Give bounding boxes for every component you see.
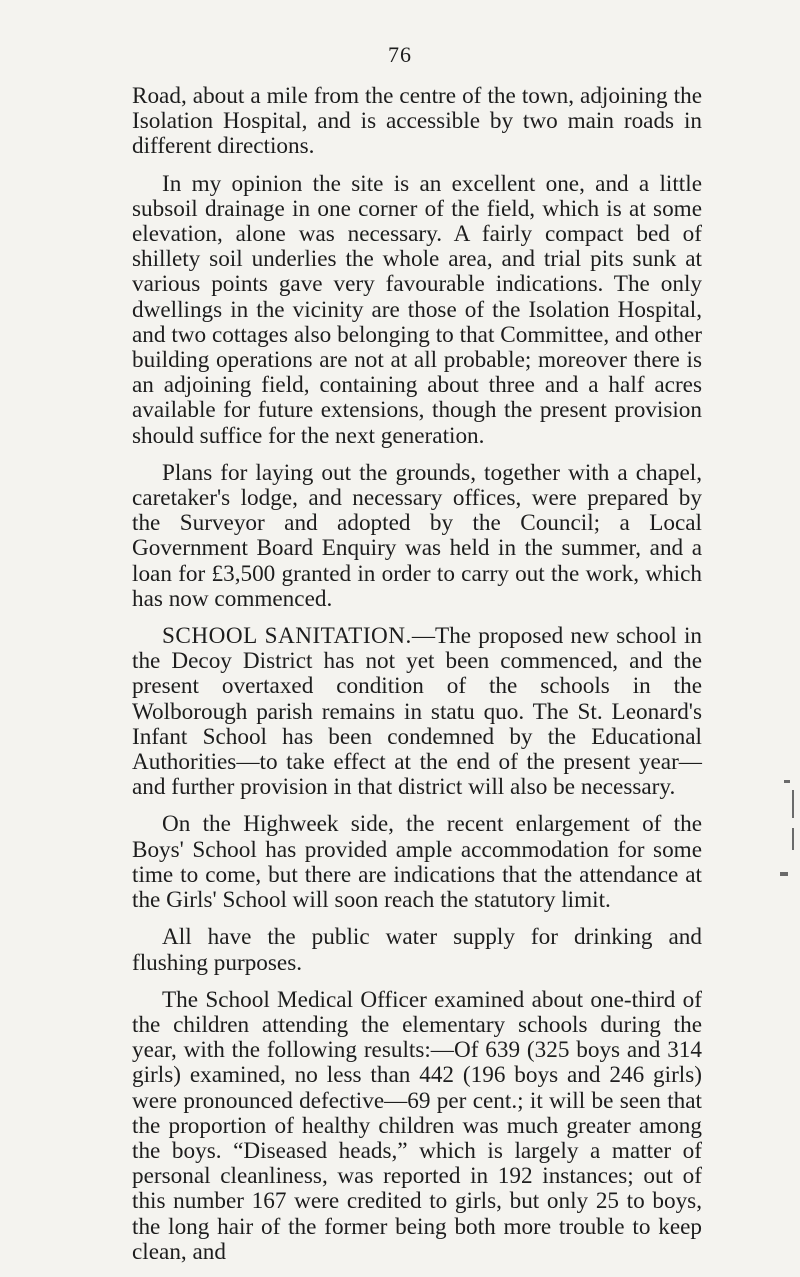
body-text: [132, 84, 702, 1277]
paragraph-cemetery-location: Road, about a mile from the centre of the town, adjoining the Isolation Hospital, and is accessible by two main roads in different directions.: [132, 83, 702, 160]
page-edge-marks: [776, 780, 800, 910]
paragraph-medical-officer: The School Medical Officer examined about one-third of the children attending the elementary schools during the year, with the following results:—Of 639 (325 boys and 314 girls) examined, no less than 442 (196 boys and 246 girls) were pronounced defective—69 per cent.; it will be seen that the proportion of healthy children was much greater among the boys. “Diseased heads,” which is largely a matter of personal cleanliness, was reported in 192 instances; out of this number 167 were credited to girls, but only 25 to boys, the long hair of the former being both more trouble to keep clean, and: [132, 986, 702, 1265]
paragraph-site-opinion: In my opinion the site is an excellent one, and a little subsoil drainage in one corner of the field, which is at some elevation, alone was necessary. A fairly compact bed of shillety soil underlies the whole area, and trial pits sunk at various points gave very favourable indications. The only dwellings in the vicinity are those of the Isolation Hospital, and two cottages also belonging to that Committee, and other building operations are not at all probable; moreover there is an adjoining field, containing about three and a half acres available for future extensions, though the present provision should suffice for the next generation.: [132, 170, 702, 449]
paragraph-school-sanitation: [132, 624, 702, 800]
page-number: 76: [388, 42, 412, 67]
school-sanitation-text: —The proposed new school in the Decoy District has not yet been commenced, and the present overtaxed condition of the schools in the Wolborough parish remains in statu quo. The St. Leonard's Infant School has been condemned by the Educational Authorities—to take effect at the end of the present year—and further provision in that district will also be necessary.: [132, 623, 702, 801]
edge-mark: [784, 780, 790, 783]
edge-mark: [792, 790, 794, 818]
section-heading-school-sanitation: SCHOOL SANITATION.: [162, 623, 412, 650]
edge-mark: [780, 872, 788, 876]
edge-mark: [792, 828, 794, 850]
paragraph-plans: Plans for laying out the grounds, together with a chapel, caretaker's lodge, and necessary offices, were prepared by the Surveyor and adopted by the Council; a Local Government Board Enquiry was held in the summer, and a loan for £3,500 granted in order to carry out the work, which has now commenced.: [132, 459, 702, 612]
paragraph-highweek: On the Highweek side, the recent enlargement of the Boys' School has provided ample accommodation for some time to come, but there are indications that the attendance at the Girls' School will soon reach the statutory limit.: [132, 811, 702, 914]
paragraph-water-supply: All have the public water supply for drinking and flushing purposes.: [132, 924, 702, 976]
